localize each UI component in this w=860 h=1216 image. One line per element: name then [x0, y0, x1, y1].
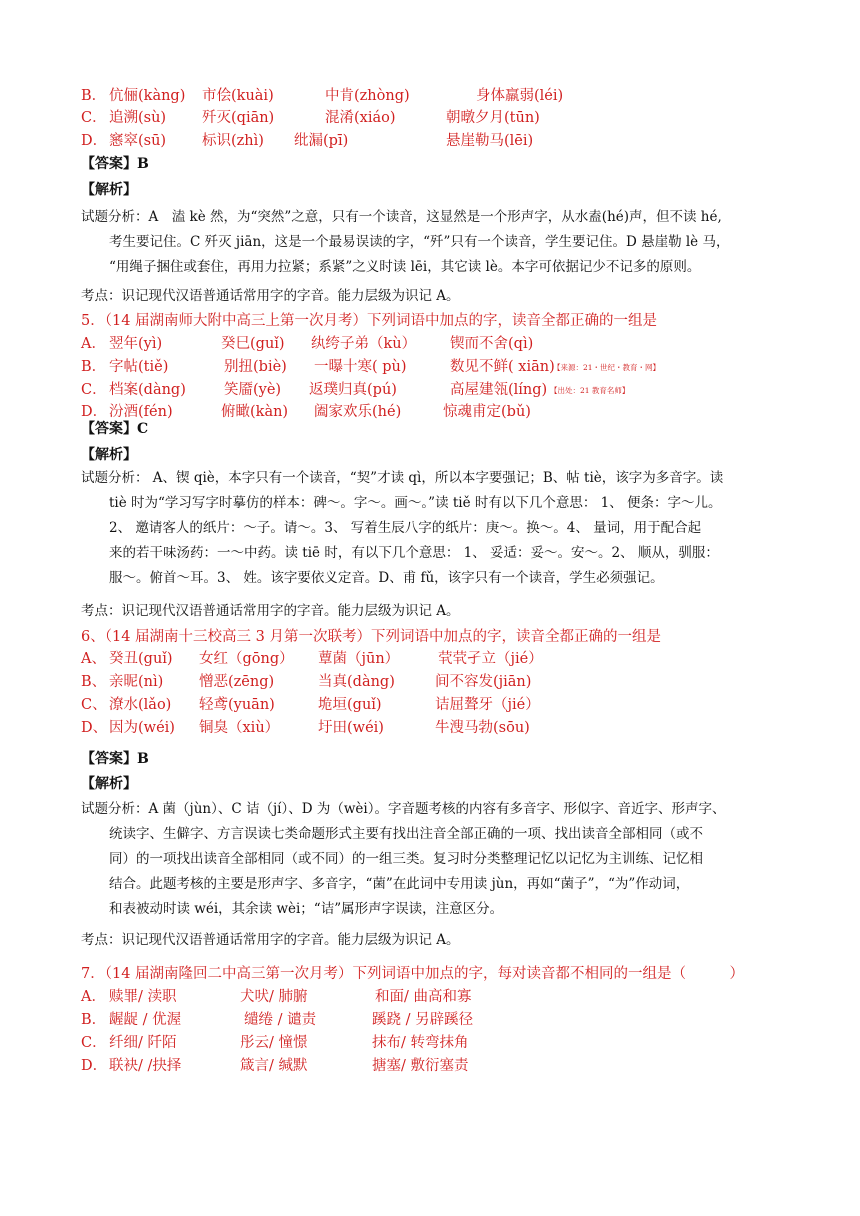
- q4-option-d-item-2: 标识(zhì): [202, 133, 264, 149]
- q7-option-b-item-3: 蹊跷 / 另辟蹊径: [372, 1012, 474, 1028]
- q7-option-a-item-2: 犬吠/ 肺腑: [240, 989, 308, 1005]
- q6-option-c-letter: C、: [81, 697, 107, 713]
- q5-option-c-source-note: 【出处：21 教育名师】: [550, 386, 630, 395]
- q4-analysis-label: 【解析】: [81, 182, 137, 198]
- q4-option-b-item-2: 市侩(kuài): [202, 88, 274, 104]
- q5-option-b-item-3: 一曝十寒( pù): [314, 359, 407, 375]
- q4-option-d-item-4: 悬崖勒马(lēi): [446, 133, 534, 149]
- q5-analysis-label: 【解析】: [81, 447, 137, 463]
- q6-option-a-item-2: 女红（gōng）: [199, 651, 294, 667]
- q4-option-b-letter: B．: [81, 88, 107, 104]
- q5-option-d-item-4: 惊魂甫定(bǔ): [443, 404, 531, 420]
- q5-option-a-item-2: 癸巳(guǐ): [221, 336, 285, 352]
- q5-option-c-item-4: 高屋建瓴(líng): [450, 382, 548, 398]
- q6-option-c-item-4: 诘屈聱牙（jié）: [435, 697, 540, 713]
- q6-option-d-item-3: 圩田(wéi): [318, 720, 384, 736]
- q6-option-a-item-1: 癸丑(guǐ): [109, 651, 173, 667]
- q7-option-c-item-1: 纤细/ 阡陌: [109, 1035, 177, 1051]
- q7-option-d-letter: D．: [81, 1058, 108, 1074]
- q5-option-c-item-2: 笑靥(yè): [224, 382, 282, 398]
- q4-analysis-line-2: 考生要记住。C 歼灭 jiān，这是一个最易误读的字，“歼”只有一个读音，学生要记住。D 悬崖勒 lè 马，: [109, 234, 730, 250]
- q5-option-c-letter: C．: [81, 382, 107, 398]
- q6-option-d-item-4: 牛溲马勃(sōu): [435, 720, 530, 736]
- q4-answer: 【答案】B: [81, 156, 149, 172]
- q7-option-c-item-2: 彤云/ 憧憬: [240, 1035, 308, 1051]
- q7-option-c-item-3: 抹布/ 转弯抹角: [372, 1035, 469, 1051]
- q4-option-b-item-4: 身体羸弱(léi): [476, 88, 564, 104]
- q6-option-d-item-2: 铜臭（xiù）: [199, 720, 280, 736]
- q6-analysis-line-1: 试题分析：A 菌（jùn）、C 诘（jí）、D 为（wèi）。字音题考核的内容有多音字、形似字、音近字、形声字、: [81, 801, 726, 817]
- q5-option-a-item-4: 锲而不舍(qì): [450, 336, 534, 352]
- q7-title: 7．（14 届湖南隆回二中高三第一次月考）下列词语中加点的字，每对读音都不相同的一组是（ ）: [81, 966, 745, 982]
- q6-option-c-item-1: 潦水(lǎo): [109, 697, 172, 713]
- q6-option-d-letter: D、: [81, 720, 108, 736]
- q5-option-b-item-4: 数见不鲜( xiān): [450, 359, 555, 375]
- q5-option-d-item-3: 阖家欢乐(hé): [314, 404, 402, 420]
- q5-option-c-item-3: 返璞归真(pú): [309, 382, 397, 398]
- q6-option-d-item-1: 因为(wéi): [109, 720, 175, 736]
- q5-option-b-item-1: 字帖(tiě): [109, 359, 169, 375]
- q7-option-a-item-1: 赎罪/ 渎职: [109, 989, 177, 1005]
- q5-option-b-letter: B．: [81, 359, 107, 375]
- q5-option-a-letter: A．: [81, 336, 106, 352]
- q7-option-c-letter: C．: [81, 1035, 107, 1051]
- q4-analysis-line-3: “用绳子捆住或套住，再用力拉紧；系紧”之义时读 lēi，其它读 lè。本字可依据记少不记多的原则。: [109, 259, 701, 275]
- q6-option-b-item-3: 当真(dàng): [318, 674, 395, 690]
- q7-option-d-item-2: 箴言/ 缄默: [240, 1058, 308, 1074]
- q7-option-d-item-3: 搪塞/ 敷衍塞责: [372, 1058, 469, 1074]
- q7-option-b-item-1: 龌龊 / 优渥: [109, 1012, 182, 1028]
- q4-option-b-item-3: 中肯(zhòng): [325, 88, 410, 104]
- q5-option-d-letter: D．: [81, 404, 108, 420]
- q6-option-b-item-2: 憎恶(zēng): [199, 674, 275, 690]
- q5-kaodian: 考点：识记现代汉语普通话常用字的字音。能力层级为识记 A。: [81, 603, 460, 619]
- q5-analysis-line-3: 2、 邀请客人的纸片：～子。请～。3、 写着生辰八字的纸片：庚～。换～。4、 量词，用于配合起: [109, 520, 702, 536]
- q4-option-c-letter: C．: [81, 110, 107, 126]
- q6-option-b-item-4: 间不容发(jiān): [435, 674, 532, 690]
- q5-option-a-item-3: 纨绔子弟（kù）: [311, 336, 417, 352]
- q4-option-b-item-1: 伉俪(kàng): [109, 88, 186, 104]
- q6-option-b-item-1: 亲昵(nì): [109, 674, 164, 690]
- q6-analysis-line-3: 同）的一项找出读音全部相同（或不同）的一组三类。复习时分类整理记忆以记忆为主训练、记忆相: [109, 851, 703, 867]
- q5-option-c-item-1: 档案(dàng): [109, 382, 186, 398]
- q4-analysis: [81, 205, 729, 280]
- q5-title: 5．（14 届湖南师大附中高三上第一次月考）下列词语中加点的字，读音全都正确的一组是: [81, 313, 658, 329]
- q6-analysis-line-4: 结合。此题考核的主要是形声字、多音字，“菌”在此词中专用读 jùn，再如“菌子”，“为”作动词，: [109, 876, 690, 892]
- q6-title: 6、（14 届湖南十三校高三 3 月第一次联考）下列词语中加点的字，读音全都正确的一组是: [81, 629, 661, 645]
- q5-answer: 【答案】C: [81, 421, 149, 437]
- q6-analysis: [81, 797, 725, 922]
- q4-option-d-item-3: 纰漏(pī): [294, 133, 349, 149]
- q6-option-a-item-4: 茕茕孑立（jié）: [438, 651, 543, 667]
- q6-option-c-item-3: 垝垣(guǐ): [318, 697, 382, 713]
- q6-analysis-label: 【解析】: [81, 776, 137, 792]
- q7-option-a-letter: A．: [81, 989, 106, 1005]
- q5-option-d-item-1: 汾酒(fén): [109, 404, 173, 420]
- q5-option-d-item-2: 俯瞰(kàn): [221, 404, 289, 420]
- q4-option-c-item-3: 混淆(xiáo): [325, 110, 396, 126]
- q6-option-a-letter: A、: [81, 651, 106, 667]
- q5-option-b-source-note: 【来源：21・世纪・教育・网】: [553, 363, 661, 372]
- q7-option-b-item-2: 缱绻 / 谴责: [244, 1012, 317, 1028]
- q4-kaodian: 考点：识记现代汉语普通话常用字的字音。能力层级为识记 A。: [81, 288, 460, 304]
- q6-option-c-item-2: 轻鸢(yuān): [199, 697, 275, 713]
- q5-analysis-line-5: 服～。俯首～耳。3、 姓。该字要依义定音。D、甫 fǔ，该字只有一个读音，学生必须强记。: [109, 570, 664, 586]
- q6-analysis-line-5: 和表被动时读 wéi，其余读 wèi；“诘”属形声字误读，注意区分。: [109, 901, 504, 917]
- q5-analysis-line-1: 试题分析： A、锲 qiè，本字只有一个读音，“契”才读 qì，所以本字要强记；B、帖 tiè，该字为多音字。读: [81, 470, 724, 486]
- q4-option-c-item-1: 追溯(sù): [109, 110, 167, 126]
- q7-option-d-item-1: 联袂/ /抉择: [109, 1058, 182, 1074]
- q4-option-d-item-1: 窸窣(sū): [109, 133, 167, 149]
- q6-option-a-item-3: 蕈菌（jūn）: [318, 651, 400, 667]
- q5-option-a-item-1: 翌年(yì): [109, 336, 163, 352]
- q4-option-c-item-2: 歼灭(qiān): [202, 110, 275, 126]
- q4-option-c-item-4: 朝暾夕月(tūn): [446, 110, 540, 126]
- q6-option-b-letter: B、: [81, 674, 107, 690]
- q6-answer: 【答案】B: [81, 751, 149, 767]
- q5-analysis-line-4: 来的若干味汤药：一～中药。读 tiē 时，有以下几个意思： 1、 妥适：妥～。安～。2、 顺从，驯服：: [109, 545, 719, 561]
- q5-option-b-item-2: 别扭(biè): [224, 359, 287, 375]
- q7-option-a-item-3: 和面/ 曲高和寡: [375, 989, 472, 1005]
- q5-analysis: [81, 466, 723, 591]
- q5-analysis-line-2: tiè 时为“学习写字时摹仿的样本：碑～。字～。画～。”读 tiě 时有以下几个意思： 1、 便条：字～儿。: [109, 495, 722, 511]
- q6-kaodian: 考点：识记现代汉语普通话常用字的字音。能力层级为识记 A。: [81, 932, 460, 948]
- q6-analysis-line-2: 统读字、生僻字、方言误读七类命题形式主要有找出注音全部正确的一项、找出读音全部相同（或不: [109, 826, 703, 842]
- q4-analysis-line-1: 试题分析：A 溘 kè 然，为“突然”之意，只有一个读音，这显然是一个形声字，从水盍(hé)声，但不读 hé,: [81, 209, 722, 225]
- q7-option-b-letter: B．: [81, 1012, 107, 1028]
- q4-option-d-letter: D．: [81, 133, 108, 149]
